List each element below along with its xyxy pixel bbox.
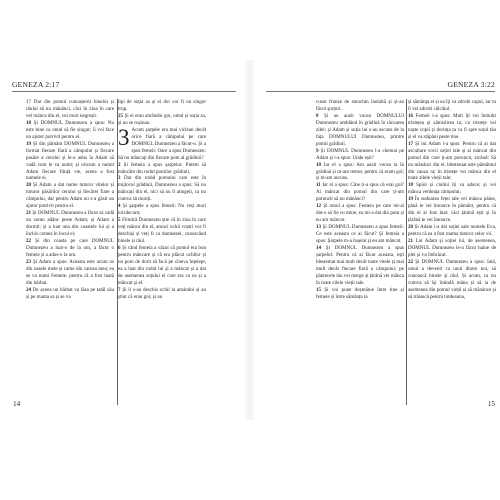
verse [118, 175, 206, 203]
verse-number: 2 [118, 161, 121, 168]
verse-text: Și DOMNUL Dumnezeu l-a chemat pe Adam și i-a spus: Unde ești? [316, 147, 405, 161]
verse [26, 99, 114, 120]
verse [316, 113, 404, 148]
verse [316, 224, 404, 245]
verse-number: 23 [26, 258, 32, 265]
verse-text: lipi de soția sa și ei doi vor fi un singur trup. [118, 99, 206, 112]
verse-text: Și au auzit vocea DOMNULUI Dumnezeu umblând în grădină în răcoarea zilei; și Adam și soția lui s-au ascuns de la fața DOMNULUI Dumnezeu, printre pomii grădinii. [316, 112, 405, 147]
verse-number: 8 [316, 112, 319, 119]
header-rule-left [12, 91, 236, 92]
verse-number: 18 [26, 119, 32, 126]
verse-text: Și voi pune dușmănie între tine și femeie și între sămânța ta [316, 286, 404, 300]
verse-number: 21 [26, 210, 32, 217]
verse [408, 141, 496, 183]
verse-number: 21 [408, 238, 414, 245]
verse-text: Femeii i-a spus: Mult îți voi înmulți tristețea și zămislirea ta; cu tristețe vei naște copii și dorința ta va fi spre soțul tău și el va stăpâni peste tine. [408, 112, 497, 140]
verse-text: Lui Adam și soției lui, de asemenea, DOMNUL Dumnezeu le-a făcut haine de piei și i-a îmbrăcat. [408, 238, 496, 258]
verse-text: Dar din rodul pomului care este în mijlocul grădinii, Dumnezeu a spus: Să nu mâncați din el, nici să nu îl atingeți, ca nu cumva să muriți. [118, 175, 206, 203]
verse [408, 196, 496, 224]
verse [316, 287, 404, 301]
verse [26, 120, 114, 141]
right-page-column-2 [408, 99, 496, 301]
verse-text: Și DOMNUL Dumnezeu a spus femeii: Ce este aceasta ce ai făcut? Și femeia a spus: Șarpele m-a înșelat și eu am mâncat. [316, 224, 404, 245]
verse-text: Și ei erau amândoi goi, omul și soția sa, și nu se rușinau. [118, 112, 206, 126]
verse-text: Și DOMNUL Dumnezeu a spus: Nu este bine ca omul să fie singur; îi voi face un ajutor potrivit pentru el. [26, 119, 114, 140]
verse-number: 12 [316, 203, 322, 210]
verse-number: 24 [26, 286, 32, 293]
verse-number: 13 [316, 224, 322, 231]
verse-text: În sudoarea feței tale vei mânca pâine, până te vei întoarce în pământ, pentru că din el ai fost luat: căci țărână ești și în țărână te vei întoarce. [408, 196, 496, 224]
left-page-column-1 [26, 99, 114, 301]
verse [408, 238, 496, 259]
verse [118, 162, 206, 176]
verse-text: Și Adam i-a dat soției sale numele Eva, pentru că ea a fost mama tuturor celor vii. [408, 224, 497, 238]
verse-number: 3 [118, 175, 121, 182]
verse-text: Și Adam a spus: Aceasta este acum os din oasele mele și carne din carnea mea; ea se va numi Femeie, pentru că a fost luată din bărbat. [26, 258, 114, 286]
verse [26, 287, 114, 301]
verse [118, 245, 206, 287]
verse-number: 9 [316, 147, 319, 154]
verse-number: 18 [408, 182, 414, 189]
verse-number: 6 [118, 245, 121, 252]
verse-text: Și DOMNUL Dumnezeu a spus: Iată, omul a devenit ca unul dintre noi, să cunoască binele și răul. Și acum, ca nu cumva să își întindă mâna și să ia de asemenea din pomul vieții și să mănânce și să trăiască pentru totdeauna, [408, 258, 496, 300]
verse-text: De aceea un bărbat va lăsa pe tatăl său și pe mama sa și se va [26, 286, 114, 300]
verse-number: 17 [408, 140, 414, 147]
verse-text: Și li s-au deschis ochii la amândoi și au știut că erau goi; și au [118, 286, 206, 300]
verse-text: Și DOMNUL Dumnezeu a spus șarpelui: Pentru că ai făcut aceasta, ești blestemat mai mult decât toate vitele și mai mult decât fiecare fiară a câmpului; pe pântecele tău vei merge și țărână vei mânca în toate zilele vieții tale. [316, 245, 405, 286]
verse [118, 113, 206, 127]
verse-number: 22 [408, 258, 414, 265]
verse [316, 148, 404, 162]
verse-text: Și omul a spus: Femeia pe care mi-ai dat-o să fie cu mine, ea mi-a dat din pom și eu am mâncat. [316, 203, 405, 224]
verse [408, 182, 496, 196]
verse [316, 182, 404, 203]
verse-text: Și femeia a spus șarpelui: Putem să mâncăm din rodul pomilor grădinii, [118, 161, 206, 175]
verse [26, 259, 114, 287]
verse-text: Fiindcă Dumnezeu știe că în ziua în care veți mânca din el, atunci ochii voștri vor fi deschiși și veți fi ca dumnezei, cunoscând binele și răul. [118, 217, 206, 245]
verse-number: 7 [118, 286, 121, 293]
verse-number: 19 [26, 140, 32, 147]
header-rule-right [266, 91, 495, 92]
verse-number: 4 [118, 203, 121, 210]
verse [118, 203, 206, 217]
verse-text: Și din pământ DOMNUL Dumnezeu a format fiecare fiară a câmpului și fiecare pasăre a cerului și le-a adus la Adam să vadă cum le va numi; și oricum a numit Adam fiecare ființă vie, aceea a fost numele ei. [26, 140, 115, 182]
verse-text: Iar el a spus: Am auzit vocea ta în grădină și m-am temut, pentru că eram gol; și m-am ascuns. [316, 161, 405, 182]
verse [26, 238, 114, 259]
verse-number: 19 [408, 196, 414, 203]
verse-number: 10 [316, 161, 322, 168]
verse-text: Și când femeia a văzut că pomul era bun pentru mâncare și că era plăcut ochilor și un pom de dorit să facă pe cineva înțelept, ea a luat din rodul lui și a mâncat și a dat de asemenea soțului ei care era cu ea și a mâncat și el. [118, 245, 206, 286]
verse [26, 210, 114, 238]
running-head-right: GENEZA 3:22 [447, 80, 495, 89]
verse-text: și sămânța ei și ea îți va zdrobi capul, iar tu îi vei zdrobi călcâiul. [408, 99, 496, 112]
verse-text: Și DOMNUL Dumnezeu a făcut să cadă un somn adânc peste Adam; și Adam a dormit; și a luat una din coastele lui și a închis carnea în locul ei; [26, 210, 114, 238]
verse [408, 99, 496, 113]
running-head-left: GENEZA 2:17 [12, 80, 60, 89]
verse-text: Și șarpele a spus femeii: Nu veți muri nicidecum; [118, 203, 207, 217]
verse [118, 287, 206, 301]
verse [118, 124, 206, 162]
verse-text: Acum șarpele era mai viclean decât orice fiară a câmpului pe care DOMNUL Dumnezeu a făcut-o. Și a spus femeii: Oare a spus Dumnezeu: Să nu mâncați din fiecare pom al grădinii? [118, 126, 206, 161]
verse [118, 99, 206, 113]
right-page-column-1 [316, 99, 404, 301]
verse [316, 245, 404, 287]
page-number-right: 15 [487, 400, 495, 408]
verse [316, 203, 404, 224]
chapter-number: 3 [118, 124, 130, 150]
verse [408, 259, 496, 301]
verse-text: cusut frunze de smochin laolaltă și și-au făcut șorțuri. [316, 99, 404, 112]
right-page [250, 0, 500, 500]
verse-text: 17 Dar din pomul cunoașterii binelui și răului să nu mănânci, căci în ziua în care vei mânca din el, vei muri negreșit. [26, 99, 114, 119]
verse [408, 113, 496, 141]
verse [26, 141, 114, 183]
verse [316, 99, 404, 113]
verse-text: Și din coasta pe care DOMNUL Dumnezeu a luat-o de la om, a făcut o femeie și a adus-o la om. [26, 238, 114, 258]
verse-number: 20 [408, 224, 414, 231]
verse [118, 217, 206, 245]
verse-text: Iar el a spus: Cine ți-a spus că erai gol? Ai mâncat din pomul din care ți-am poruncit să nu mănânci? [316, 182, 404, 203]
verse-text: Spini și ciulini îți va aduce; și vei mânca verdeața câmpului; [408, 182, 496, 196]
verse-text: Și lui Adam i-a spus: Pentru că ai dat ascultare vocii soției tale și ai mâncat din pomul din care ți-am poruncit, zicând: Să nu mănânci din el, blestemat este pământul din cauza ta; în tristețe vei mânca din el toate zilele vieții tale; [408, 140, 496, 182]
verse-number: 25 [118, 112, 124, 119]
verse-number: 5 [118, 217, 121, 224]
left-page-column-2 [118, 99, 206, 301]
verse [26, 182, 114, 210]
verse-number: 20 [26, 182, 32, 189]
verse-number: 22 [26, 238, 32, 245]
page-number-left: 14 [13, 400, 21, 408]
verse-number: 14 [316, 245, 322, 252]
verse [408, 224, 496, 238]
column-divider-right [406, 99, 407, 405]
verse-number: 11 [316, 182, 321, 189]
verse [316, 162, 404, 183]
verse-number: 15 [316, 286, 322, 293]
verse-text: Și Adam a dat nume tuturor vitelor și tuturor păsărilor cerului și fiecărei fiare a câmpului, dar pentru Adam nu s-a găsit un ajutor potrivit pentru el. [26, 182, 114, 210]
verse-number: 16 [408, 112, 414, 119]
